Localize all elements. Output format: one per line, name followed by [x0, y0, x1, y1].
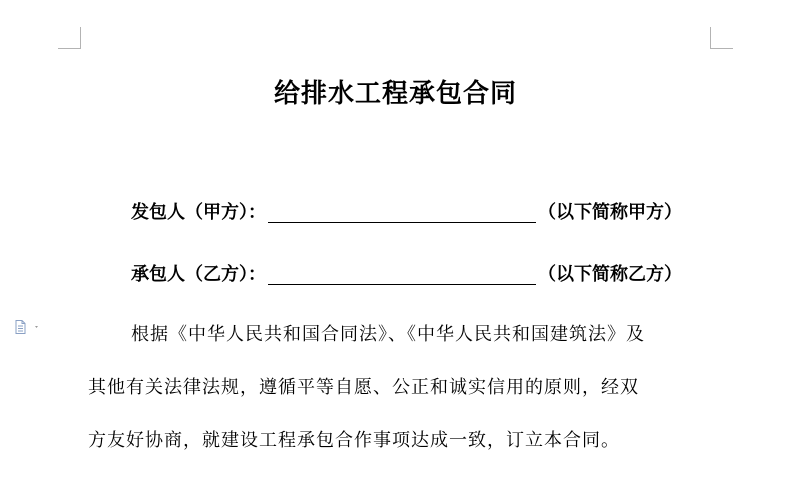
paragraph-line-2: 其他有关法律法规，遵循平等自愿、公正和诚实信用的原则，经双: [88, 377, 639, 398]
party-b-blank-field[interactable]: [268, 262, 536, 285]
paragraph-line-3: 方友好协商，就建设工程承包合作事项达成一致，订立本合同。: [88, 430, 620, 451]
chevron-down-icon: [35, 326, 38, 328]
party-b-suffix: （以下简称乙方）: [538, 264, 682, 285]
paragraph-layout-icon[interactable]: [15, 319, 41, 333]
party-b-label: 承包人（乙方）：: [131, 264, 266, 285]
party-b-line: [131, 259, 682, 287]
party-a-label: 发包人（甲方）：: [131, 202, 266, 223]
party-a-suffix: （以下简称甲方）: [538, 202, 682, 223]
document-icon: [15, 320, 41, 334]
document-title: 给排水工程承包合同: [273, 79, 517, 109]
page-corner-mark-top-right: [710, 27, 733, 49]
paragraph-line-1: 根据《中华人民共和国合同法》、《中华人民共和国建筑法》及: [131, 324, 645, 345]
page-corner-mark-top-left: [58, 27, 81, 49]
party-a-line: [131, 197, 682, 225]
party-a-blank-field[interactable]: [268, 200, 536, 223]
